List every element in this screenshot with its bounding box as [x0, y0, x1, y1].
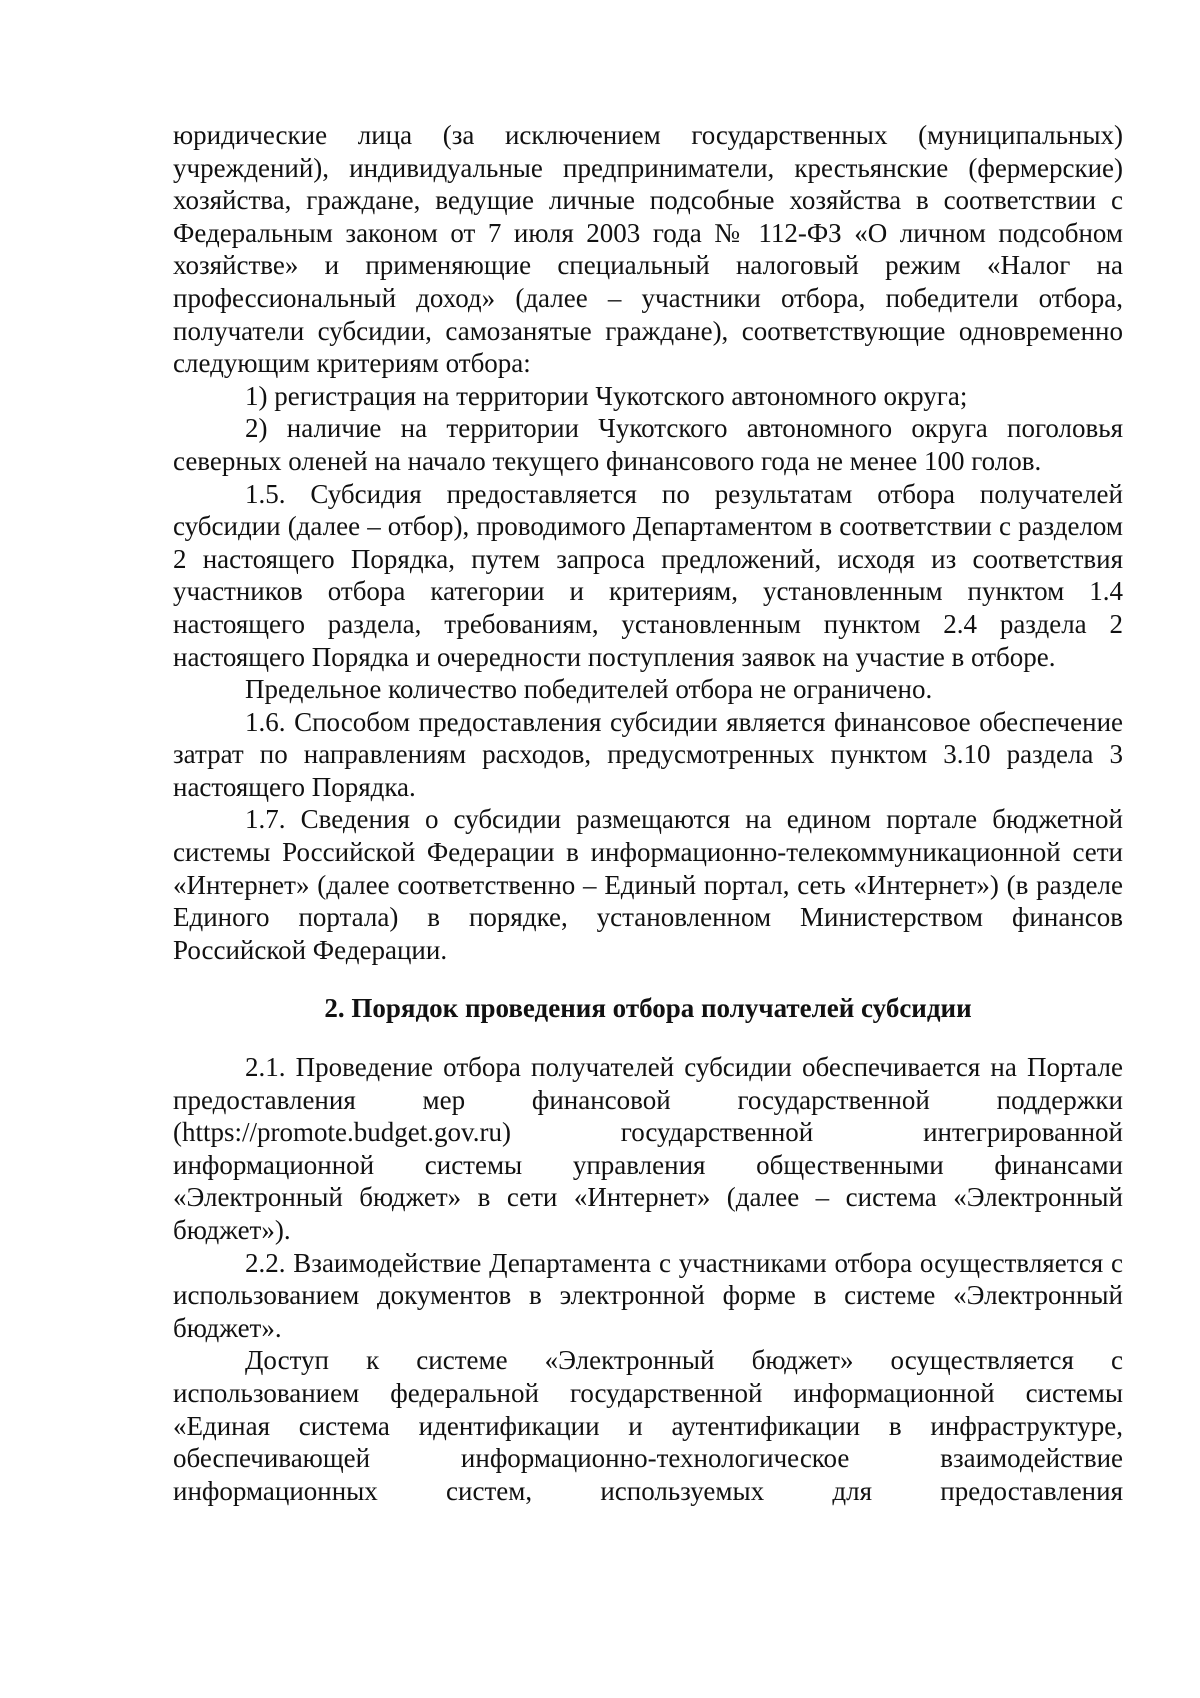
paragraph-criterion-registration: 1) регистрация на территории Чукотского автономного округа;: [245, 380, 968, 411]
paragraph-clause-1-5: 1.5. Субсидия предоставляется по результатам отбора получателей субсидии (далее – отбор), проводимого Департаментом в соответствии с разделом 2 настоящего Порядка, путем запроса предложений, исходя из соответствия участников отбора категории и критериям, установленным пунктом 1.4 настоящего раздела, требованиям, установленным пунктом 2.4 раздела 2 настоящего Порядка и очередности поступления заявок на участие в отборе.: [173, 478, 1123, 672]
paragraph-eligible-applicants: юридические лица (за исключением государственных (муниципальных) учреждений), индивидуальные предприниматели, крестьянские (фермерские) хозяйства, граждане, ведущие личные подсобные хозяйства в соответствии с Федеральным законом от 7 июля 2003 года № 112-ФЗ «О личном подсобном хозяйстве» и применяющие специальный налоговый режим «Налог на профессиональный доход» (далее – участники отбора, победители отбора, получатели субсидии, самозанятые граждане), соответствующие одновременно следующим критериям отбора:: [173, 120, 1123, 379]
paragraph-clause-1-6: 1.6. Способом предоставления субсидии является финансовое обеспечение затрат по направлениям расходов, предусмотренных пунктом 3.10 раздела 3 настоящего Порядка.: [173, 706, 1123, 802]
paragraph-clause-2-1: 2.1. Проведение отбора получателей субсидии обеспечивается на Портале предоставления мер финансовой государственной поддержки (https://promote.budget.gov.ru) государственной интегрированной информационной системы управления общественными финансами «Электронный бюджет» в сети «Интернет» (далее – система «Электронный бюджет»).: [173, 1052, 1123, 1245]
paragraph-criterion-reindeer: 2) наличие на территории Чукотского автономного округа поголовья северных оленей на начало текущего финансового года не менее 100 голов.: [173, 413, 1123, 476]
paragraph-access-system: Доступ к системе «Электронный бюджет» осуществляется с использованием федеральной государственной информационной системы «Единая система идентификации и аутентификации в инфраструктуре, обеспечивающей информационно-технологическое взаимодействие информационных систем, используемых для предоставления: [173, 1345, 1123, 1506]
paragraph-clause-2-2: 2.2. Взаимодействие Департамента с участниками отбора осуществляется с использованием документов в электронной форме в системе «Электронный бюджет».: [173, 1247, 1123, 1343]
paragraph-clause-1-7: 1.7. Сведения о субсидии размещаются на едином портале бюджетной системы Российской Федерации в информационно-телекоммуникационной сети «Интернет» (далее соответственно – Единый портал, сеть «Интернет») (в разделе Единого портала) в порядке, установленном Министерством финансов Российской Федерации.: [173, 804, 1123, 965]
paragraph-winners-limit: Предельное количество победителей отбора не ограничено.: [245, 674, 933, 705]
section-2-heading: 2. Порядок проведения отбора получателей субсидии: [324, 993, 972, 1024]
document-body: [173, 119, 1123, 1507]
